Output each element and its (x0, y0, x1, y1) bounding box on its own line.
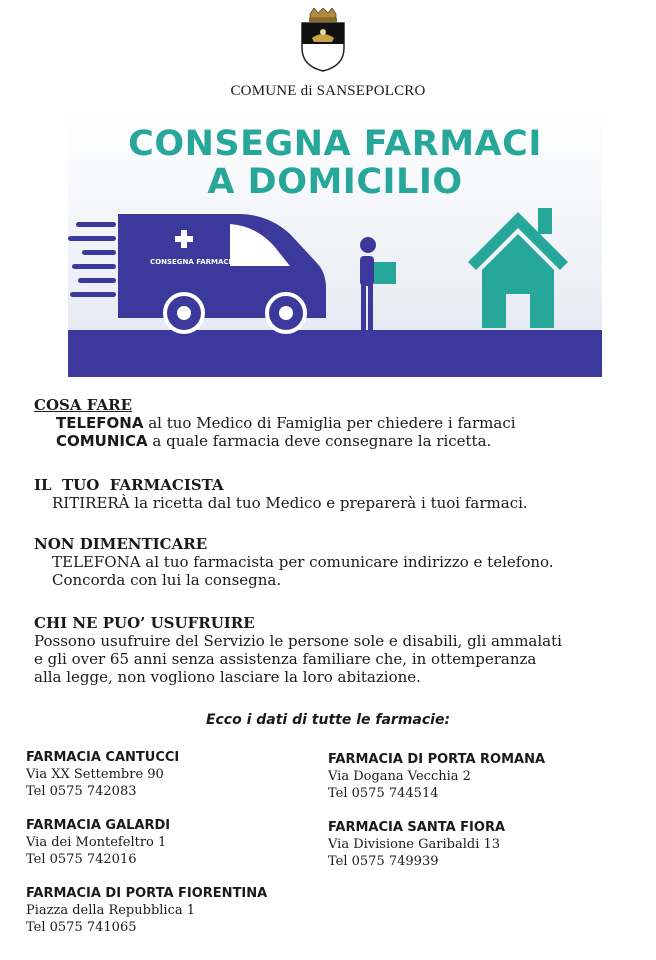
delivery-banner (68, 110, 602, 377)
pharmacy-address: Via Dogana Vecchia 2 (328, 769, 471, 784)
pharmacy-address: Via XX Settembre 90 (26, 767, 164, 782)
pharmacy-card (26, 885, 267, 936)
section-heading: CHI NE PUO’ USUFRUIRE (34, 614, 255, 632)
pharmacy-name: FARMACIA DI PORTA FIORENTINA (26, 886, 268, 901)
pharmacy-phone: Tel 0575 741065 (26, 920, 137, 935)
instruction-text: TELEFONA al tuo farmacista per comunicare indirizzo e telefono. (52, 553, 554, 571)
instruction-line (34, 414, 516, 432)
section-cosa-fare (34, 396, 516, 450)
pharmacy-phone: Tel 0575 742016 (26, 852, 137, 867)
instruction-text: a quale farmacia deve consegnare la ricetta. (147, 432, 492, 450)
keyword-telefona: TELEFONA (56, 414, 144, 432)
pharmacy-phone: Tel 0575 749939 (328, 854, 439, 869)
instruction-text: al tuo Medico di Famiglia per chiedere i farmaci (143, 414, 516, 432)
pharmacy-phone: Tel 0575 744514 (328, 786, 439, 801)
pharmacy-address: Via Divisione Garibaldi 13 (328, 837, 501, 852)
body-text: e gli over 65 anni senza assistenza familiare che, in ottemperanza (34, 650, 537, 668)
keyword-comunica: COMUNICA (56, 432, 148, 450)
pharmacy-address: Piazza della Repubblica 1 (26, 903, 196, 918)
pharmacy-phone: Tel 0575 742083 (26, 784, 137, 799)
pharmacy-name: FARMACIA DI PORTA ROMANA (328, 752, 546, 767)
section-non-dimenticare (34, 535, 554, 589)
body-text: Possono usufruire del Servizio le persone sole e disabili, gli ammalati (34, 632, 562, 650)
section-heading: COSA FARE (34, 396, 133, 414)
instruction-line (34, 432, 516, 450)
instruction-text: RITIRERÀ la ricetta dal tuo Medico e preparerà i tuoi farmaci. (52, 494, 528, 512)
banner-title-line2: A DOMICILIO (207, 162, 463, 202)
pharmacy-card (26, 817, 170, 868)
municipality-name: COMUNE di SANSEPOLCRO (230, 83, 426, 99)
section-chi-ne-puo-usufruire (34, 614, 562, 686)
van-label: CONSEGNA FARMACI (150, 258, 232, 266)
section-heading: NON DIMENTICARE (34, 535, 208, 553)
body-text: alla legge, non vogliono lasciare la loro abitazione. (34, 668, 421, 686)
pharmacy-card (328, 751, 545, 802)
pharmacy-card (328, 819, 505, 870)
pharmacy-name: FARMACIA GALARDI (26, 818, 171, 833)
banner-title-line1: CONSEGNA FARMACI (128, 124, 542, 164)
pharmacy-card (26, 749, 179, 800)
pharmacy-name: FARMACIA CANTUCCI (26, 750, 180, 765)
pharmacy-name: FARMACIA SANTA FIORA (328, 820, 506, 835)
section-farmacista (34, 476, 528, 512)
pharmacy-address: Via dei Montefeltro 1 (26, 835, 167, 850)
pharmacies-intro: Ecco i dati di tutte le farmacie: (205, 712, 451, 728)
instruction-text: Concorda con lui la consegna. (52, 571, 282, 589)
coat-of-arms-icon (298, 8, 348, 72)
section-heading: IL TUO FARMACISTA (34, 476, 224, 494)
